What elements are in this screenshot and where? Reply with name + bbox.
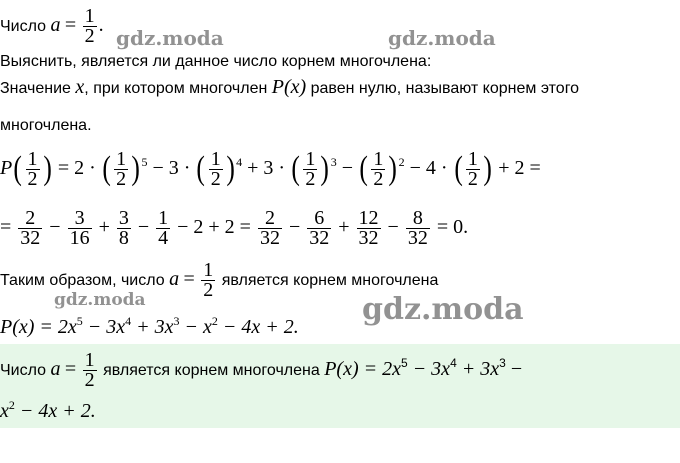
polynomial-line (0, 316, 299, 338)
eq2-frac-2 (68, 206, 92, 249)
den: 8 (118, 226, 129, 249)
eq1-half-5 (371, 147, 385, 190)
equation-1 (0, 140, 541, 196)
den: 4 (158, 226, 169, 249)
num: 1 (305, 147, 316, 170)
exp: 5 (76, 314, 83, 328)
task-line: Выяснить, является ли данное число корнем многочлена: (0, 53, 432, 70)
den: 32 (309, 226, 330, 249)
exp: 4 (450, 356, 457, 370)
eq2-lead: = (0, 216, 12, 238)
intro-label: Число (0, 18, 47, 35)
intro-line (0, 2, 104, 48)
var-x: x (75, 76, 85, 98)
eq1-lhs: P (0, 157, 13, 179)
paren-close: ) (320, 150, 330, 188)
paren-open: ( (196, 150, 206, 188)
den: 32 (407, 226, 428, 249)
eq-sign: = (64, 14, 77, 36)
op: + (338, 216, 350, 238)
num: 2 (258, 209, 282, 229)
num: 2 (18, 209, 42, 229)
var-a: a (50, 14, 61, 36)
den: 2 (373, 167, 384, 190)
op: + (98, 216, 110, 238)
poly-term: − (505, 358, 523, 380)
num: 8 (406, 209, 430, 229)
den: 2 (27, 167, 38, 190)
poly-term: − x (179, 316, 212, 338)
exp: 3 (173, 314, 180, 328)
num: 1 (467, 147, 478, 170)
eq2-tail: = 0. (436, 216, 469, 238)
eq2-frac-6 (307, 206, 331, 249)
poly-term: + 3x (456, 358, 500, 380)
poly-name: P(x) (271, 76, 307, 98)
period: . (98, 14, 104, 36)
poly-tail: − 4x + 2. (217, 316, 299, 338)
answer-label: Число (0, 362, 51, 379)
var-a: a (50, 358, 61, 380)
den: 2 (84, 369, 95, 392)
op: − (288, 216, 301, 238)
paren-open: ( (454, 150, 463, 188)
exp: 3 (499, 356, 506, 370)
exp: 5 (401, 356, 408, 370)
num: 6 (307, 209, 331, 229)
paren-open: ( (359, 150, 368, 188)
op: − (387, 216, 399, 238)
den: 2 (203, 279, 214, 302)
den: 32 (259, 226, 280, 249)
answer-text: является корнем многочлена (98, 362, 325, 379)
den: 2 (305, 167, 316, 190)
eq2-frac-8 (406, 206, 430, 249)
poly-lhs: P(x) = 2x (0, 316, 77, 338)
paren-close: ) (226, 150, 235, 188)
eq2-frac-1 (18, 206, 42, 249)
var-a: a (169, 268, 180, 290)
num: 1 (203, 259, 214, 282)
paren-close: ) (131, 150, 141, 188)
watermark: gdz.moda (54, 290, 146, 310)
poly-term: + 3x (131, 316, 174, 338)
poly-term: − 3x (407, 358, 451, 380)
exp-5: 5 (141, 155, 148, 169)
conclusion-text-2: является корнем многочлена (217, 272, 439, 289)
paren-close: ) (388, 150, 398, 188)
watermark: gdz.moda (388, 26, 496, 50)
exp: 4 (125, 314, 132, 328)
eq1-half-1 (26, 147, 40, 190)
exp: 2 (211, 314, 218, 328)
eq2-frac-7 (357, 206, 381, 249)
num: 1 (116, 147, 127, 170)
eq1-term-2: − 3 · (152, 157, 191, 179)
op: − (137, 216, 150, 238)
equation-2 (0, 204, 468, 250)
eq1-term-4: − (341, 157, 353, 179)
num: 1 (373, 147, 384, 170)
num: 1 (84, 349, 95, 372)
answer-line-2 (0, 400, 96, 422)
eq1-term-3: + 3 · (247, 157, 286, 179)
fraction-one-half (83, 7, 97, 46)
eq1-term-1: = 2 · (57, 157, 96, 179)
poly-term: x (0, 400, 9, 422)
num: 12 (358, 206, 379, 229)
watermark: gdz.moda (116, 26, 224, 50)
eq1-half-2 (114, 147, 128, 190)
eq1-half-6 (466, 147, 480, 190)
eq1-term-6: + 2 = (498, 157, 541, 179)
exp-3: 3 (330, 155, 337, 169)
den: 32 (20, 226, 41, 249)
poly-lhs: P(x) = 2x (324, 358, 401, 380)
paren-close: ) (42, 150, 52, 188)
definition-text-1: Значение (0, 80, 76, 97)
num: 1 (210, 147, 221, 170)
definition-line-2: многочлена. (0, 117, 92, 134)
eq1-term-5: − 4 · (409, 157, 448, 179)
fraction-denominator: 2 (84, 25, 95, 48)
exp-4: 4 (236, 155, 243, 169)
eq-sign: = (183, 268, 195, 290)
eq2-frac-3 (117, 206, 131, 249)
den: 16 (69, 226, 90, 249)
eq1-half-4 (303, 147, 317, 190)
fraction-one-half (83, 351, 97, 390)
definition-text-2: , при котором многочлен (84, 80, 272, 97)
paren-open: ( (291, 150, 300, 188)
den: 32 (358, 226, 379, 249)
num: 3 (68, 209, 92, 229)
poly-term: − 3x (82, 316, 126, 338)
paren-close: ) (483, 150, 492, 188)
paren-open: ( (102, 150, 111, 188)
den: 2 (467, 167, 478, 190)
eq1-half-3 (209, 147, 223, 190)
eq2-frac-4 (156, 206, 170, 249)
eq2-mid: − 2 + 2 = (177, 216, 251, 238)
num: 1 (27, 147, 38, 170)
watermark: gdz.moda (362, 292, 524, 327)
den: 2 (210, 167, 221, 190)
eq-sign: = (64, 358, 77, 380)
op: − (49, 216, 61, 238)
conclusion-text-1: Таким образом, число (0, 272, 170, 289)
fraction-one-half (201, 261, 215, 300)
num: 1 (158, 206, 169, 229)
eq2-frac-5 (258, 206, 282, 249)
num: 3 (118, 206, 129, 229)
exp: 2 (8, 398, 15, 412)
exp-2: 2 (398, 155, 405, 169)
poly-tail: − 4x + 2. (14, 400, 96, 422)
definition-line (0, 76, 579, 100)
answer-line-1 (0, 346, 522, 392)
den: 2 (116, 167, 127, 190)
definition-text-3: равен нулю, называют корнем этого (306, 80, 580, 97)
paren-open: ( (13, 150, 23, 188)
fraction-numerator: 1 (84, 5, 95, 28)
